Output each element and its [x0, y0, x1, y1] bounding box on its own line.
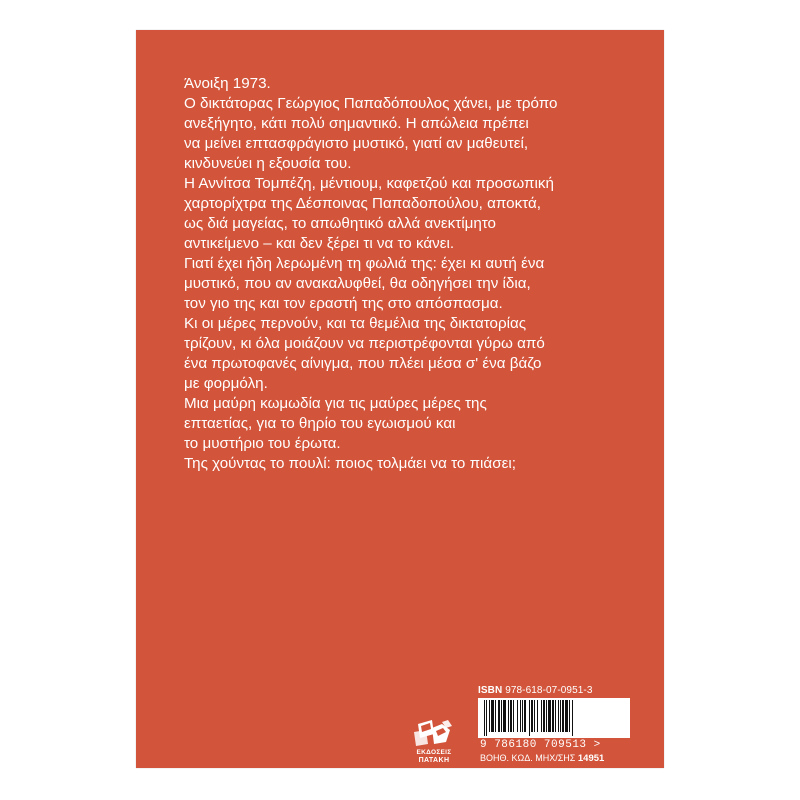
book-back-cover — [136, 30, 664, 768]
barcode-bar — [513, 700, 514, 732]
publisher-name-bottom: ΠΑΤΑΚΗ — [418, 757, 450, 764]
blurb-paragraph-5 — [184, 314, 634, 394]
barcode-bar — [534, 700, 535, 732]
blurb-paragraph-6 — [184, 394, 634, 454]
internal-code-label: ΒΟΗΘ. ΚΩΔ. ΜΗΧ/ΣΗΣ — [480, 753, 576, 763]
blurb-line: Κι οι μέρες περνούν, και τα θεμέλια της δικτατορίας — [184, 315, 527, 332]
barcode-bar — [546, 700, 547, 732]
barcode-bar — [495, 700, 496, 732]
isbn-label: ISBN — [478, 685, 503, 696]
blurb-line: με φορμόλη. — [184, 375, 268, 392]
blurb-paragraph-3 — [184, 174, 634, 254]
blurb-line: Άνοιξη 1973. — [184, 75, 271, 92]
blurb-line: να μείνει επτασφράγιστο μυστικό, γιατί αν μαθευτεί, — [184, 135, 529, 152]
blurb-line: ένα πρωτοφανές αίνιγμα, που πλέει μέσα σ' ένα βάζο — [184, 355, 542, 372]
barcode-bar — [498, 700, 500, 732]
blurb-line: αντικείμενο – και δεν ξέρει τι να το κάνει. — [184, 235, 455, 252]
blurb-paragraph-4 — [184, 254, 634, 314]
blurb-paragraph-2 — [184, 94, 634, 174]
barcode-bar — [517, 700, 518, 732]
barcode-bar — [489, 700, 490, 732]
blurb-line: Ο δικτάτορας Γεώργιος Παπαδόπουλος χάνει, με τρόπο — [184, 95, 558, 112]
blurb-line: ανεξήγητο, κάτι πολύ σημαντικό. Η απώλεια πρέπει — [184, 115, 529, 132]
barcode-bar — [558, 700, 559, 732]
barcode-bar — [555, 700, 556, 732]
blurb-line: Η Αννίτσα Τομπέζη, μέντιουμ, καφετζού και προσωπική — [184, 175, 554, 192]
blurb-line: ως διά μαγείας, το απωθητικό αλλά ανεκτίμητο — [184, 215, 497, 232]
internal-code — [480, 753, 604, 764]
barcode-bar — [537, 700, 538, 732]
barcode-bar — [560, 700, 561, 732]
isbn-number: 978-618-07-0951-3 — [505, 685, 593, 696]
blurb-line: Γιατί έχει ήδη λερωμένη τη φωλιά της: έχει κι αυτή ένα — [184, 255, 545, 272]
barcode-bar — [569, 700, 570, 732]
barcode-bar — [524, 700, 526, 732]
blurb-line: κινδυνεύει η εξουσία του. — [184, 155, 352, 172]
barcode — [478, 698, 630, 738]
barcode-bar — [572, 700, 573, 736]
blurb-line: τον γιο της και τον εραστή της στο απόσπασμα. — [184, 295, 503, 312]
barcode-digits: 9 786180 709513 > — [480, 739, 601, 751]
barcode-bar — [529, 700, 530, 736]
blurb-line: Μια μαύρη κωμωδία για τις μαύρες μέρες της — [184, 395, 487, 412]
blurb-line: τρίζουν, κι όλα μοιάζουν να περιστρέφονται γύρω από — [184, 335, 545, 352]
publisher-name-top: ΕΚΔΟΣΕΙΣ — [416, 749, 452, 756]
blurb-line: το μυστήριο του έρωτα. — [184, 435, 341, 452]
blurb-line: επταετίας, για το θηρίο του εγωισμού και — [184, 415, 456, 432]
barcode-bar — [484, 700, 485, 736]
barcode-bar — [510, 700, 512, 732]
barcode-bars — [482, 700, 626, 736]
blurb-text — [184, 74, 634, 474]
barcode-bar — [508, 700, 509, 732]
blurb-line: χαρτορίχτρα της Δέσποινας Παπαδοπούλου, αποκτά, — [184, 195, 541, 212]
barcode-bar — [520, 700, 521, 732]
barcode-bar — [565, 700, 568, 732]
barcode-bar — [552, 700, 554, 732]
barcode-bar — [486, 700, 487, 736]
barcode-bar — [522, 700, 523, 732]
barcode-bar — [543, 700, 545, 732]
barcode-bar — [491, 700, 494, 732]
barcode-bar — [531, 700, 533, 732]
barcode-bar — [503, 700, 506, 732]
blurb-paragraph-7 — [184, 454, 634, 474]
isbn-line — [478, 685, 593, 696]
blurb-line: μυστικό, που αν ανακαλυφθεί, θα οδηγήσει την ίδια, — [184, 275, 531, 292]
barcode-bar — [541, 700, 542, 732]
publisher-logo — [404, 720, 464, 766]
blurb-paragraph-1 — [184, 74, 634, 94]
barcode-bar — [548, 700, 551, 732]
barcode-bar — [501, 700, 502, 732]
blurb-line: Της χούντας το πουλί: ποιος τολμάει να το πιάσει; — [184, 455, 516, 472]
publisher-logo-icon — [412, 720, 456, 748]
barcode-bar — [562, 700, 564, 732]
internal-code-number: 14951 — [577, 753, 605, 764]
